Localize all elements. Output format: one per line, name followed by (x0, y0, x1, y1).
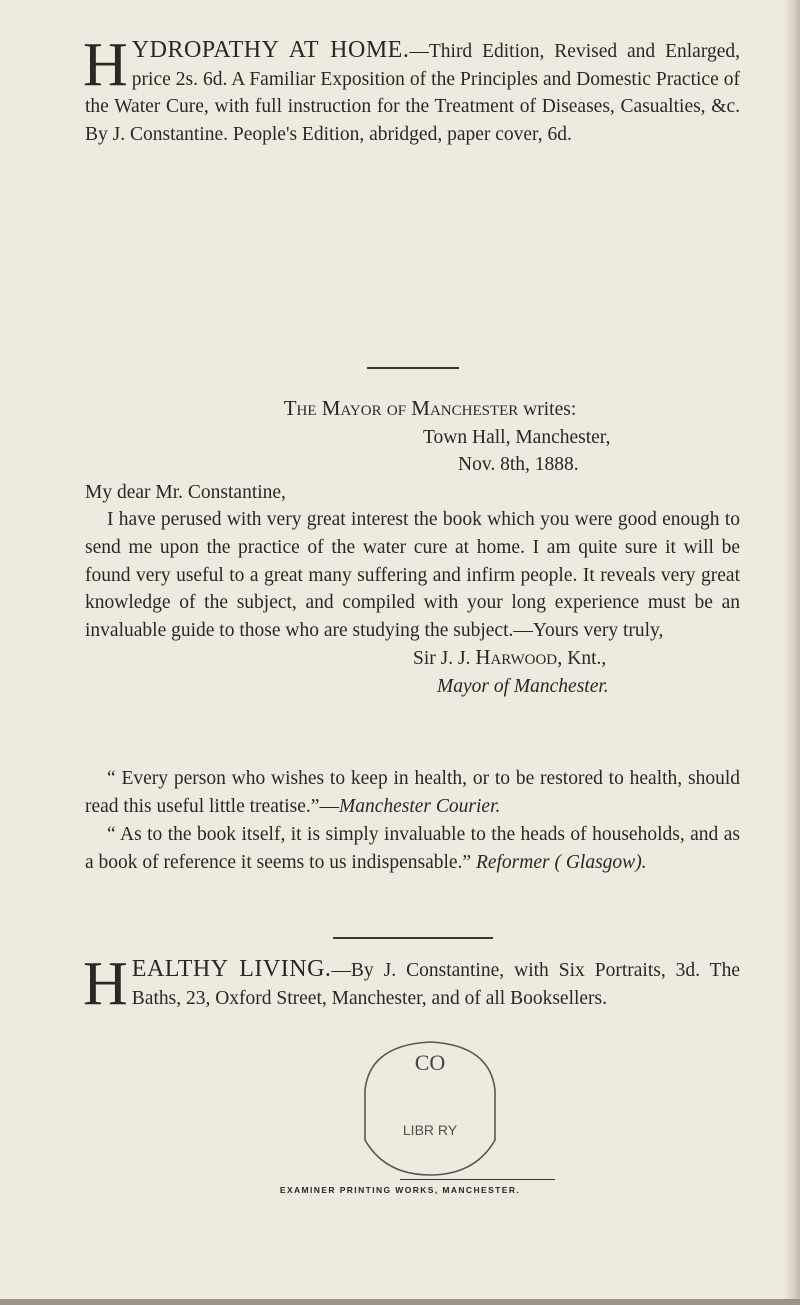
healthy-living-advert (83, 950, 740, 1018)
signature-suffix: Knt., (567, 648, 607, 670)
signature-name: Harwood, (475, 645, 563, 670)
printer-rule (400, 1179, 555, 1180)
quote-text: “ Every person who wishes to keep in health, or to be restored to health, should read this useful little treatise.”— (85, 768, 740, 817)
letter-address-2: Nov. 8th, 1888. (458, 454, 579, 476)
letter-heading-caps: The Mayor of Manchester (283, 396, 519, 420)
signature-prefix: Sir J. J. (413, 648, 471, 670)
advert-body: —Third Edition, Revised and Enlarged, price 2s. 6d. A Familiar Exposition of the Principles and Domestic Practice of the Water Cure, with full instruction for the Treatment of Diseases, Casualties, &c. By J. Constantine. People's Edition, abridged, paper cover, 6d. (85, 41, 741, 145)
advert-title: EALTHY LIVING. (131, 956, 332, 982)
hydropathy-advert (83, 31, 741, 148)
divider (367, 367, 459, 369)
letter-salutation: My dear Mr. Constantine, (85, 481, 286, 503)
drop-cap: H (83, 950, 128, 1018)
divider (333, 937, 493, 939)
library-stamp (345, 1030, 515, 1180)
signature-title: Mayor of Manchester. (437, 675, 609, 697)
drop-cap: H (83, 31, 128, 99)
advert-body: —By J. Constantine, with Six Portraits, 3d. The Baths, 23, Oxford Street, Manchester, and of all Booksellers. (131, 960, 740, 1009)
letter-body: I have perused with very great interest the book which you were good enough to send me upon the practice of the water cure at home. I am quite sure it will be found very useful to a great many suffering and infirm people. It reveals very great knowledge of the subject, and compiled with your long experience must be an invaluable guide to those who are studying the subject.—Yours very truly, (85, 509, 740, 641)
printer-imprint: EXAMINER PRINTING WORKS, MANCHESTER. (279, 1185, 521, 1195)
quote-text: “ As to the book itself, it is simply invaluable to the heads of households, and as a book of reference it seems to us indispensable.” (85, 824, 740, 873)
quote-reformer (85, 821, 740, 876)
bottom-band (0, 1299, 800, 1305)
stamp-middle-text: LIBR RY (402, 1122, 458, 1138)
advert-title: YDROPATHY AT HOME. (131, 37, 410, 63)
mayor-letter (85, 395, 740, 701)
letter-heading-tail: writes: (523, 399, 577, 420)
quote-courier (85, 765, 740, 820)
letter-heading (85, 395, 740, 424)
page-edge (784, 0, 800, 1305)
letter-address-1: Town Hall, Manchester, (423, 426, 611, 448)
quote-source: Reformer ( Glasgow). (475, 851, 647, 873)
letter-signature (85, 644, 740, 673)
quote-source: Manchester Courier. (338, 795, 501, 817)
stamp-top-text: CO (414, 1050, 446, 1075)
